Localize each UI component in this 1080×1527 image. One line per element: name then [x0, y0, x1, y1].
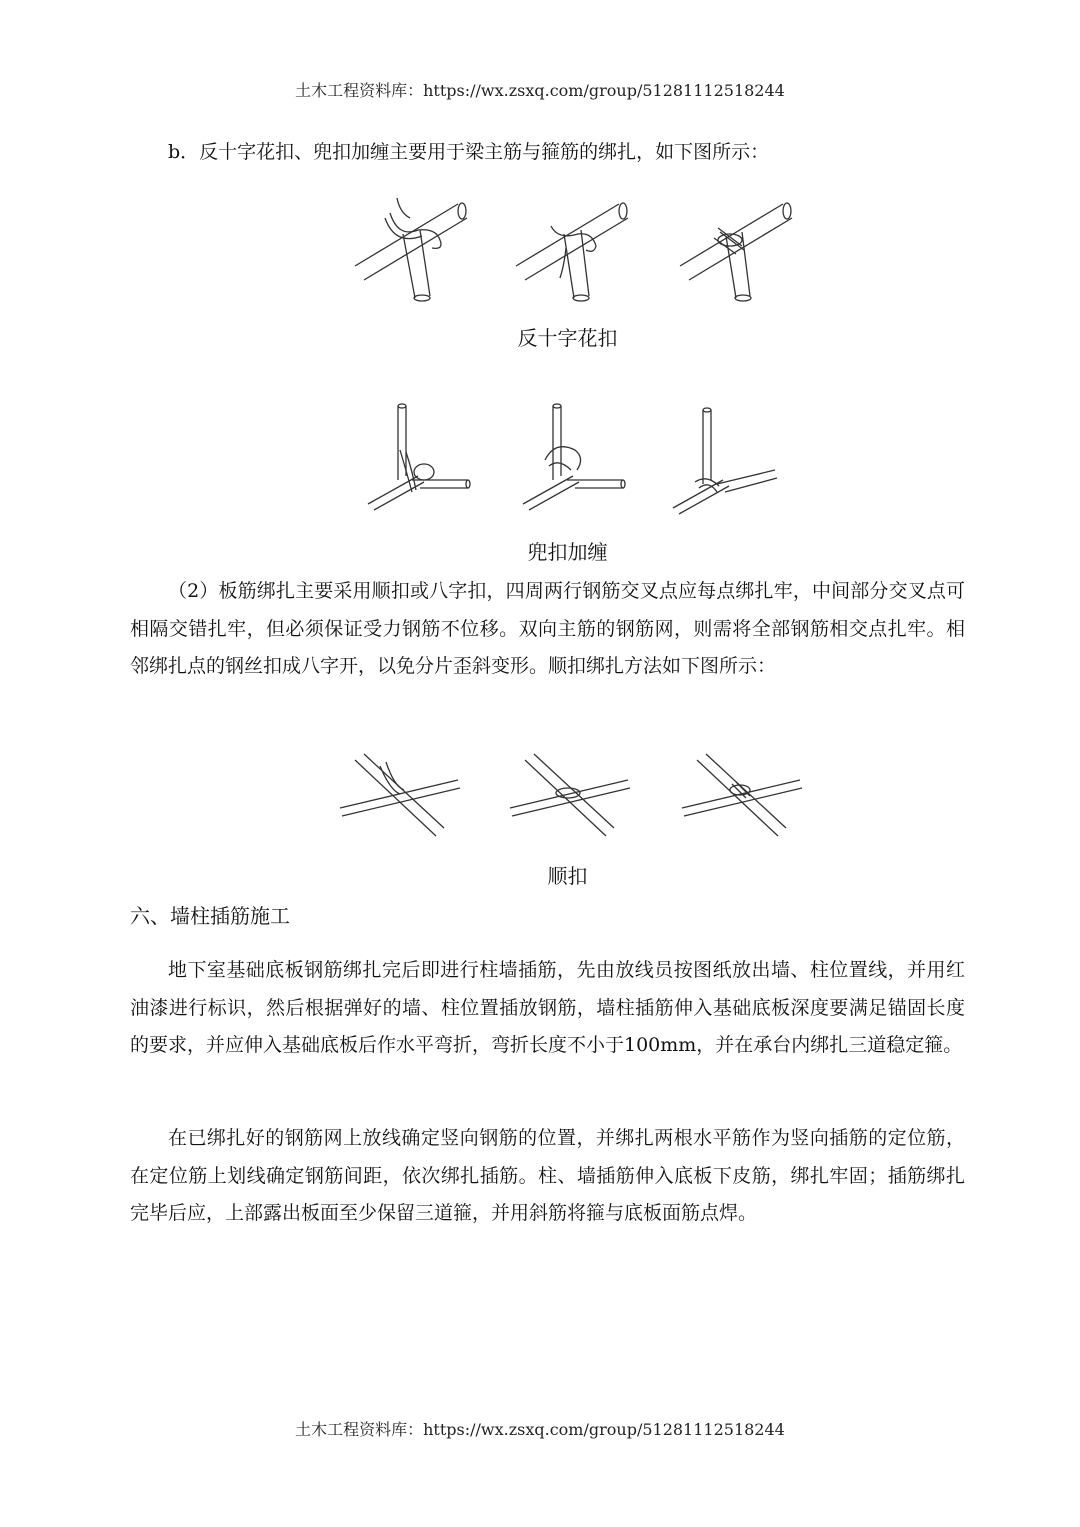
knot-drawing-3	[682, 754, 802, 836]
paragraph-2: （2）板筋绑扎主要采用顺扣或八字扣，四周两行钢筋交叉点应每点绑扎牢，中间部分交叉点可相隔交错扎牢，但必须保证受力钢筋不位移。双向主筋的钢筋网，则需将全部钢筋相交点扎牢。相邻绑扎点的钢丝扣成八字开，以免分片歪斜变形。顺扣绑扎方法如下图所示：	[130, 580, 965, 677]
reverse-cross-knot-icon	[340, 188, 800, 306]
knot-drawing-1	[340, 754, 460, 836]
straight-knot-icon	[340, 750, 810, 845]
knot-drawing-3	[680, 203, 792, 301]
section-6-paragraph-2: 在已绑扎好的钢筋网上放线确定竖向钢筋的位置，并绑扎两根水平筋作为竖向插筋的定位筋，在定位筋上划线确定钢筋间距，依次绑扎插筋。柱、墙插筋伸入底板下皮筋，绑扎牢固；插筋绑扎完毕后应，上部露出板面至少保留三道箍，并用斜筋将箍与底板面筋点焊。	[130, 1127, 965, 1224]
section-b-text: b．反十字花扣、兜扣加缠主要用于梁主筋与箍筋的绑扎，如下图所示：	[168, 141, 770, 163]
knot-drawing-3	[673, 408, 777, 514]
section-6-paragraph-1: 地下室基础底板钢筋绑扎完后即进行柱墙插筋，先由放线员按图纸放出墙、柱位置线，并用红油漆进行标识，然后根据弹好的墙、柱位置插放钢筋，墙柱插筋伸入基础底板深度要满足锚固长度的要求，并应伸入基础底板后作水平弯折，弯折长度不小于100mm，并在承台内绑扎三道稳定箍。	[130, 959, 965, 1056]
figure-caption: 顺扣	[547, 864, 588, 888]
knot-drawing-1	[368, 404, 470, 510]
knot-drawing-2	[523, 404, 625, 510]
page-footer: 土木工程资料库：https://wx.zsxq.com/group/51281112518244	[295, 1420, 785, 1439]
knot-drawing-1	[355, 198, 467, 301]
figure-caption: 反十字花扣	[517, 326, 618, 350]
figure-caption: 兜扣加缠	[527, 540, 608, 564]
knot-drawing-2	[510, 754, 630, 836]
wrap-knot-icon	[360, 400, 790, 516]
section-6-heading: 六、墙柱插筋施工	[130, 904, 290, 928]
knot-drawing-2	[516, 203, 628, 301]
page-header: 土木工程资料库：https://wx.zsxq.com/group/51281112518244	[295, 81, 785, 100]
